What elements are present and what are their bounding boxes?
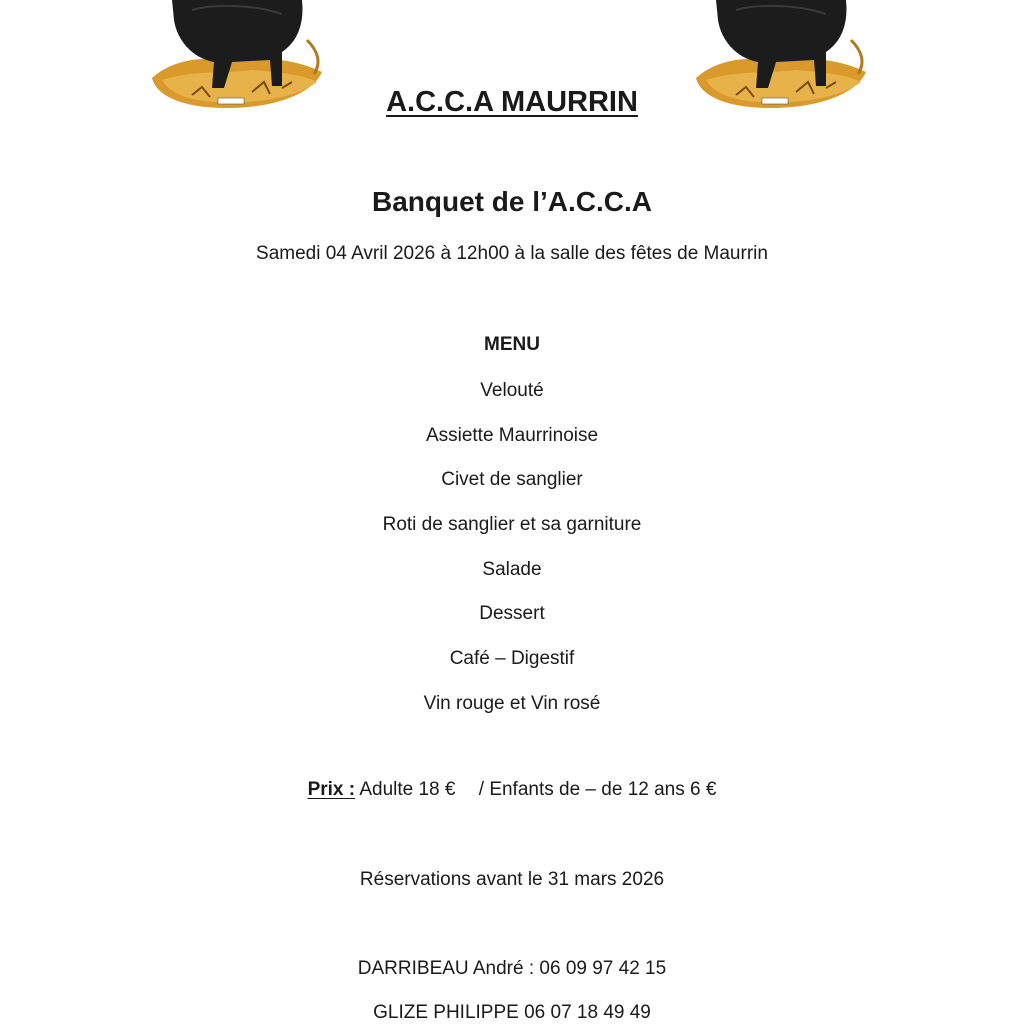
organization-title: A.C.C.A MAURRIN xyxy=(386,86,638,118)
event-details: Samedi 04 Avril 2026 à 12h00 à la salle des fêtes de Maurrin xyxy=(256,243,768,264)
reservation-deadline: Réservations avant le 31 mars 2026 xyxy=(359,869,665,890)
menu-heading: MENU xyxy=(484,334,540,355)
menu-item: Salade xyxy=(482,558,542,580)
menu-item: Dessert xyxy=(479,603,545,625)
event-title: Banquet de l’A.C.C.A xyxy=(371,186,652,217)
menu-item: Assiette Maurrinoise xyxy=(425,424,599,446)
contact-darribeau: DARRIBEAU André : 06 09 97 42 15 xyxy=(357,958,667,979)
price-separator: / xyxy=(478,779,485,800)
price-children: Enfants de – de 12 ans 6 € xyxy=(489,779,717,800)
contact-glize: GLIZE PHILIPPE 06 07 18 49 49 xyxy=(373,1002,651,1023)
menu-list xyxy=(0,378,1024,736)
menu-item: Civet de sanglier xyxy=(441,469,583,491)
menu-item: Café – Digestif xyxy=(449,648,575,670)
menu-item: Roti de sanglier et sa garniture xyxy=(382,514,642,536)
menu-item: Vin rouge et Vin rosé xyxy=(423,692,601,714)
price-line xyxy=(0,779,1024,801)
price-label: Prix : xyxy=(307,779,356,800)
price-adult: Adulte 18 € xyxy=(359,779,456,800)
menu-item: Velouté xyxy=(480,380,544,401)
